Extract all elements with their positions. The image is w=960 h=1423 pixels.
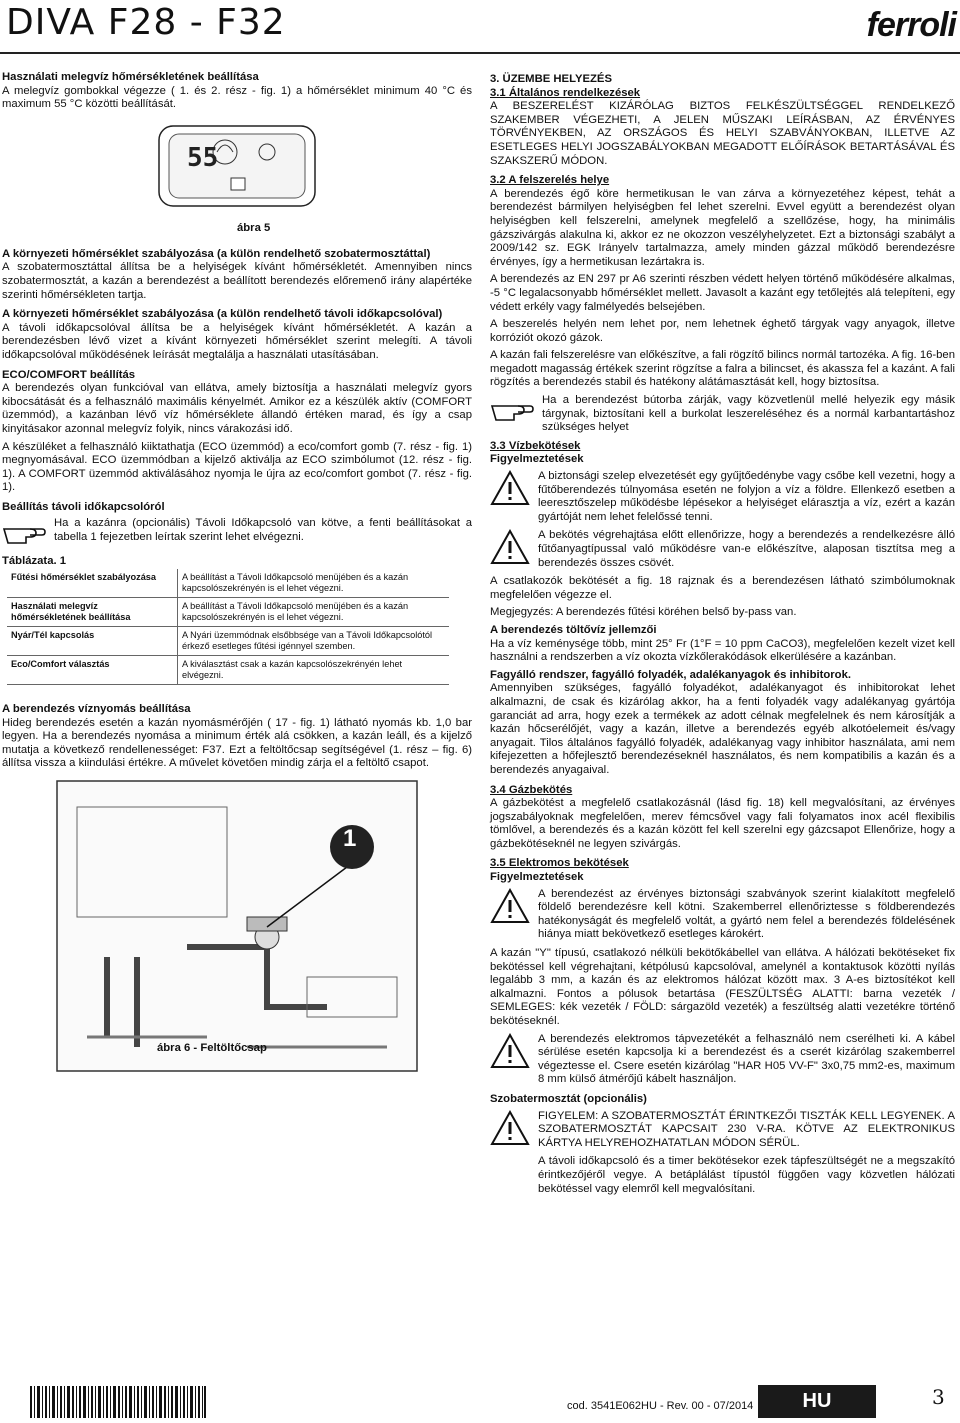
heading-3-5: 3.5 Elektromos bekötések — [490, 857, 629, 870]
warning-safety-valve — [490, 470, 955, 524]
heading-3-3: 3.3 Vízbekötések — [490, 439, 581, 452]
paragraph: A melegvíz gombokkal végezze ( 1. és 2. rész - fig. 1) a hőmérséklet minimum 40 °C és maximum 55 °C közötti beállítását. — [2, 84, 472, 111]
paragraph: A kazán "Y" típusú, csatlakozó nélküli bekötőkábellel van ellátva. A hálózati bekötéseket fix bekötéssel kell végrehajtani, kétpólusú kapcsolóval, amelynél a kontaktusok közötti nyílás legalább 3 mm, a kazán és az elektromos hálózat között max. 3 A-es biztosítékot kell alkalmazni. Fontos a pólusok betartása (FESZÜLTSÉG ALATTI: barna vezeték / SEMLEGES: kék vezeték / FÖLD: sárgazöld vezeték) a feszültség alatti vezetékre történő bekötéseknél. — [490, 947, 955, 1027]
ferroli-logo: ferroli — [866, 6, 956, 44]
warning-power-cable — [490, 1033, 955, 1087]
table-cell-setting: Használati melegvíz hőmérsékletének beállítása — [7, 598, 178, 627]
heading-fill-water: A berendezés töltővíz jellemzői — [490, 623, 657, 636]
fill-valve-drawing — [47, 777, 427, 1077]
warning-triangle-icon — [490, 470, 530, 506]
warning-thermostat — [490, 1110, 955, 1151]
warning-text: A berendezés elektromos tápvezetékét a felhasználó nem cserélheti ki. A kábel sérülése esetén kapcsolja ki a berendezést és a cserét kizárólag szakemberrel végeztesse el. Csere esetén kizárólag "HAR H05 VV-F" 3x0,75 mm2-es, maximum 8 mm külső átmérőjű kábelt használjon. — [538, 1032, 955, 1086]
table-title: Táblázata. 1 — [2, 555, 67, 568]
warning-text: A bekötés végrehajtása előtt ellenőrizze, hogy a berendezés a rendelkezésre álló fűtőanyagtípussal való működésre van-e előkészítve, alaposan tisztítsa meg a berendezés összes csövét. — [538, 529, 955, 569]
warning-triangle-icon — [490, 1110, 530, 1146]
display-digits: 55 — [187, 142, 219, 173]
paragraph: A berendezés olyan funkcióval van ellátva, amely biztosítja a használati melegvíz gyors kibocsátását és a felhasználó maximális kényelmét. Amikor ez a készülék aktív (COMFORT üzemmód), a kazánban lévő víz hőmérséklete állandó értéken marad, és így a csap kinyitásakor azonnal melegvíz folyik, nincs várakozási idő. — [2, 382, 472, 435]
warning-triangle-icon — [490, 1033, 530, 1069]
warning-triangle-icon — [490, 888, 530, 924]
warnings-title: Figyelmeztetések — [490, 871, 584, 884]
pointing-hand-icon — [2, 517, 46, 547]
table-cell-setting: Eco/Comfort választás — [7, 656, 178, 685]
settings-table — [7, 569, 449, 685]
paragraph: A berendezés az EN 297 pr A6 szerinti részben védett helyen történő működésére alkalmas, -5 °C legalacsonyabb hőmérséklet mellett. Javasolt a kazánt egy tetőlejtés alá telepíteni, egy védett erkély vagy falmélyedés belsejében. — [490, 273, 955, 313]
paragraph: A berendezés égő köre hermetikusan le van zárva a környezetéhez képest, tehát a berendezést bármilyen helyiségben fel lehet szerelni. Evvel együtt a berendezést olyan helyiségben kell felszerelni, amelynek megfelelő a szellőzése, hogy, ha minimális gázszivárgás alakulna ki, akkor ez ne okozzon veszélyhelyzetet. Ezt a biztonsági szabályt a 2009/142 sz. EGK Irányelv tartalmazza, amely minden gázzal működő berendezésre érvényes, így a hermetikusan lezártakra is. — [490, 187, 955, 268]
note-remote-timer — [2, 517, 472, 547]
figure-6-caption: ábra 6 - Feltöltőcsap — [157, 1042, 267, 1055]
heading-room-thermostat-optional: Szobatermosztát (opcionális) — [490, 1092, 647, 1105]
figure-6 — [47, 777, 427, 1077]
table-cell-description: A beállítást a Távoli Időkapcsoló menüjében és a kazán kapcsolószekrényén is el lehet végezni. — [178, 569, 450, 598]
language-badge: HU — [758, 1385, 876, 1418]
page-number: 3 — [932, 1385, 945, 1409]
warning-before-connection — [490, 529, 955, 570]
heading-dhw-temp: Használati melegvíz hőmérsékletének beállítása — [2, 71, 259, 83]
paragraph: A kazán fali felszerelésre van előkészítve, a fali rögzítő bilincs normál tartozéka. A fig. 16-ben megadott magasság értékek szerint rögzítse a falra a bilincset, és akassza fel a kazánt. A fali rögzítés a berendezés stabil és hatékony alátámasztását kell, hogy biztosítsa. — [490, 349, 955, 389]
callout-1: 1 — [343, 825, 357, 853]
table-cell-description: A kiválasztást csak a kazán kapcsolószekrényén lehet elvégezni. — [178, 656, 450, 685]
table-row — [7, 569, 449, 598]
table-cell-setting: Fűtési hőmérséklet szabályozása — [7, 569, 178, 598]
heading-room-thermostat: A környezeti hőmérséklet szabályozása (a külön rendelhető szobatermosztáttal) — [2, 247, 431, 260]
pointing-hand-icon — [490, 394, 534, 424]
heading-3-1: 3.1 Általános rendelkezések — [490, 86, 641, 99]
warnings-title: Figyelmeztetések — [490, 453, 584, 466]
paragraph: Amennyiben szükséges, fagyálló folyadékot, adalékanyagot és inhibitorokat lehet alkalmazni, de csak és kizárólag akkor, ha a fenti folyadék vagy adalékanyag gyártója garanciát ad arra, hogy ezek a termékek az adott célnak megfelelnek és nem károsítják a kazán hőcserélőjét, vagy a kazán, illetve a berendezés egyéb alkotóelemeit és/vagy anyagait. Tilos általános fagyálló folyadék, adalékanyag vagy inhibitor használata, ami nem kifejezetten a hőfejlesztő berendezéseknél használatos, és nem kompatibilis a kazán és a berendezés anyagaival. — [490, 682, 955, 776]
document-title: DIVA F28 - F32 — [6, 2, 286, 43]
heading-remote-settings: Beállítás távoli időkapcsolóról — [2, 500, 165, 513]
paragraph: A távoli időkapcsolóval állítsa be a helyiségek kívánt hőmérsékletét. A kazán a berendezésben lévő vizet a kívánt környezeti hőmérséklet szerint melegíti. A távoli időkapcsolóval működésének leírását megtalálja a használati utasításában. — [2, 321, 472, 361]
paragraph: A csatlakozók bekötését a fig. 18 rajznak és a berendezésen látható szimbólumoknak megfelelően végezze el. — [490, 575, 955, 601]
header-rule — [0, 52, 960, 54]
heading-installation: 3. ÜZEMBE HELYEZÉS — [490, 73, 612, 85]
warning-triangle-icon — [490, 529, 530, 565]
table-cell-setting: Nyár/Tél kapcsolás — [7, 627, 178, 656]
paragraph: A gázbekötést a megfelelő csatlakozásnál (lásd fig. 18) kell megvalósítani, az érvényes jogszabályoknak megfelelően, merev fémcsővel vagy fali folyamatos inox acél flexibilis tömlővel, a berendezés és a kazán között fel kell szerelni egy gázcsapot Ellenőrize, hogy a gázbekötéseknél ne legyen szivárgás. — [490, 797, 955, 850]
paragraph: A készüléket a felhasználó kiiktathatja (ECO üzemmód) a eco/comfort gomb (7. rész - fig. 1) megnyomásával. ECO üzemmódban a kijelző aktiválja az ECO szimbólumot (12. rész - fig. 1). A COMFORT üzemmód aktiválásához nyomja le újra az eco/comfort gombot (7. rész - fig. 1). — [2, 440, 472, 494]
heading-3-4: 3.4 Gázbekötés — [490, 783, 573, 796]
note-text: Ha a berendezést bútorba zárják, vagy közvetlenül mellé helyezik egy másik tárgynak, biztosítani kell a burkolat leszereléséhez és a normál karbantartáshoz szükséges helyet — [542, 394, 955, 434]
warning-text: FIGYELEM: A SZOBATERMOSZTÁT ÉRINTKEZŐI TISZTÁK KELL LEGYENEK. A SZOBATERMOSZTÁT KAPCSAIT 230 V-RA. KÖTVE AZ ELEKTRONIKUS KÁRTYA HELYREHOZHATATLAN MÓDON SÉRÜL. — [538, 1109, 955, 1149]
table-row — [7, 627, 449, 656]
paragraph: Hideg berendezés esetén a kazán nyomásmérőjén ( 17 - fig. 1) látható nyomás kb. 1,0 bar legyen. Ha a berendezés nyomása a minimum érték alá csökken, a kazán leáll, és a kijelző mutatja a következő rendellenességet: F37. Ezt a feltöltőcsap segítségével (1. rész – fig. 6) állítsa vissza a kiindulási értékre. A művelet követően mindig zárja el a feltöltő csapot. — [2, 716, 472, 770]
table-row — [7, 656, 449, 685]
paragraph: A beszerelés helyén nem lehet por, nem lehetnek éghető tárgyak vagy anyagok, illetve korróziót okozó gázok. — [490, 318, 955, 344]
warning-grounding — [490, 888, 955, 942]
heading-eco-comfort: ECO/COMFORT beállítás — [2, 368, 136, 381]
left-column — [2, 71, 472, 1079]
warning-text: A berendezést az érvényes biztonsági szabványok szerint kialakított megfelelő földelő berendezésre kell kötni. Szakemberrel ellenőriztesse s földberendezés hatékonyságát és megfelelő voltát, a gyártó nem felel a berendezés földelésének hiánya miatt bekövetkező esetleges károkért. — [538, 887, 955, 941]
table-cell-description: A Nyári üzemmódnak elsőbbsége van a Távoli Időkapcsolótól érkező esetleges fűtési igénnyel szemben. — [178, 627, 450, 656]
note-furniture — [490, 394, 955, 435]
heading-3-2: 3.2 A felszerelés helye — [490, 174, 610, 187]
warning-text: A biztonsági szelep elvezetését egy gyűjtőedénybe vagy csőbe kell vezetni, hogy a fűtőberendezés túlnyomása esetén ne folyjon a víz a földre. Ellenkező esetben a leeresztőszelep működésbe lépésekor a helyiséget elárasztja a víz, ezért a kazán gyártóját nem lehet felelőssé tenni. — [538, 470, 955, 523]
note-text: Ha a kazánra (opcionális) Távoli Időkapcsoló van kötve, a fenti beállításokat a tabella 1 fejezetben leírtak szerint lehet elvégezni. — [54, 517, 472, 544]
paragraph: Ha a víz keménysége több, mint 25° Fr (1°F = 10 ppm CaCO3), megfelelően kezelt vizet kell használni a rendszerben a víz okozta vízkőlerakódások elkerülésére a kazánban. — [490, 637, 955, 664]
figure-5 — [157, 122, 317, 242]
heading-antifreeze: Fagyálló rendszer, fagyálló folyadék, adalékanyagok és inhibitorok. — [490, 668, 851, 681]
heading-water-pressure: A berendezés víznyomás beállítása — [2, 703, 191, 716]
right-column — [490, 73, 955, 1200]
document-code: cod. 3541E062HU - Rev. 00 - 07/2014 — [567, 1400, 754, 1412]
paragraph: Megjegyzés: A berendezés fűtési köréhen belső by-pass van. — [490, 606, 797, 619]
table-cell-description: A beállítást a Távoli Időkapcsoló menüjében és a kazán kapcsolószekrényén is el lehet végezni. — [178, 598, 450, 627]
paragraph: A szobatermosztáttal állítsa be a helyiségek kívánt hőmérsékletét. Amennyiben nincs szobatermosztát, a kazán a berendezést a beállított berendezés előremenő irány alapértéke szerinti hőmérsékleten tartja. — [2, 261, 472, 301]
heading-remote-timer: A környezeti hőmérséklet szabályozása (a külön rendelhető távoli időkapcsolóval) — [2, 308, 443, 321]
figure-5-caption: ábra 5 — [237, 221, 271, 234]
paragraph: A távoli időkapcsoló és a timer bekötésekor ezek tápfeszültségét ne a megszakító érintkezőjéről vegye. A betáplálást típustól függően vagy közvetlen hálózati bekötéssel vagy elemről kell megvalósítani. — [538, 1155, 955, 1195]
barcode-image — [30, 1386, 206, 1418]
table-row — [7, 598, 449, 627]
paragraph: A BESZERELÉST KIZÁRÓLAG BIZTOS FELKÉSZÜLTSÉGGEL RENDELKEZŐ SZAKEMBER VÉGEZHETI, A JELEN MŰSZAKI LEÍRÁSBAN, AZ ÉRVÉNYES TÖRVÉNYEKBEN, AZ ORSZÁGOS ÉS HELYI SZABVÁNYOKBAN, ILLETVE AZ ESETLEGES HELYI JOGSZABÁLYOKBAN MEGADOTT ELŐÍRÁSOK BETARTÁSÁVAL ÉS SZAKSZERŰ MÓDON. — [490, 100, 955, 167]
